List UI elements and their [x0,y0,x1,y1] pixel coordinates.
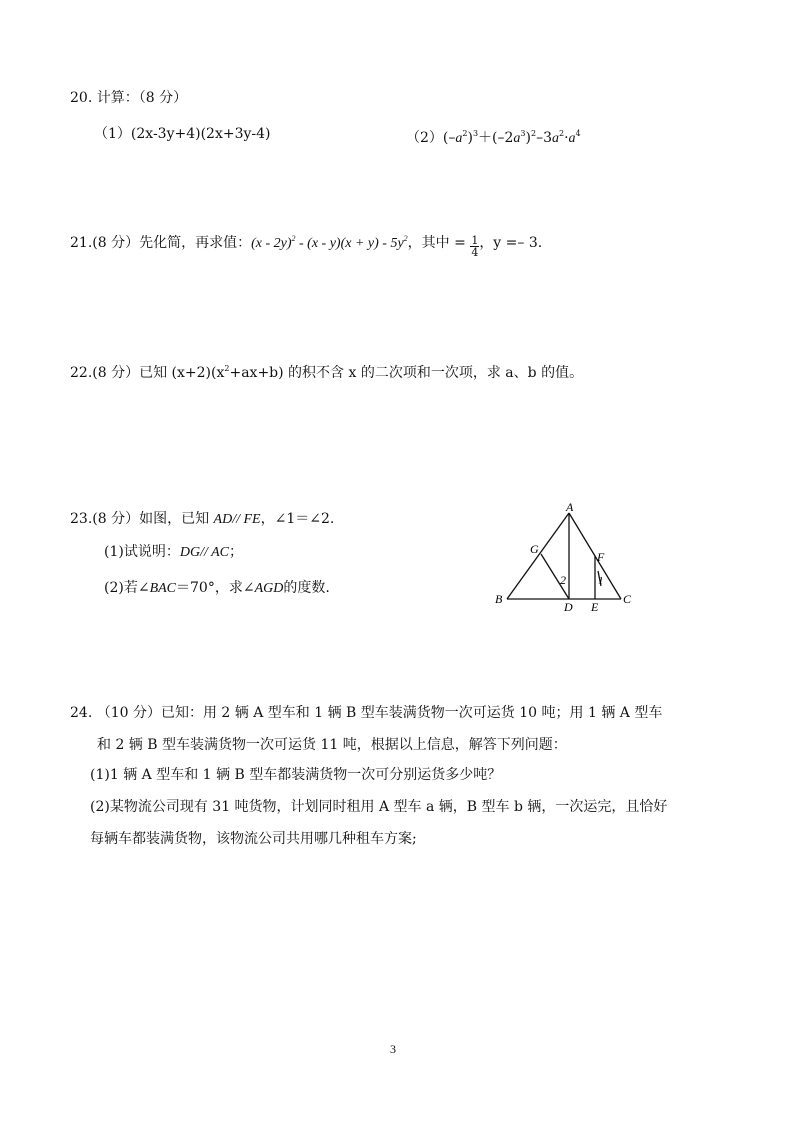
q23-s1-it: DG// AC [179,545,229,560]
q21-cond-post: ，y =– 3. [479,235,543,251]
q23-s1-post: ； [228,544,243,560]
label-C: C [623,592,632,606]
label-angle-2: 2 [560,573,566,587]
q22-lead: 22.(8 分）已知 [70,365,172,381]
q21-lead: 21.(8 分）先化简，再求值： [70,235,252,251]
q23-sep: ，∠1＝∠2. [260,511,335,527]
label-B: B [495,592,503,606]
q22-tail: 的积不含 x 的二次项和一次项，求 a、b 的值。 [283,365,584,381]
q21-line [70,229,542,258]
label-E: E [591,600,599,614]
q20-part2 [406,124,581,149]
q21-frac-den: 4 [471,246,479,259]
q20-part2-expr: $(-a^2)^3+(-2a^3)^2-3a^2\cdot a^4$ [442,129,581,146]
q23-s2-it2: AGD [254,581,284,596]
q23-s1-pre: (1)试说明： [104,544,180,560]
q21-frac-num: 1 [471,234,479,247]
label-angle-1: 1 [598,575,604,587]
q24-line2: 和 2 辆 B 型车装满货物一次可运货 11 吨，根据以上信息，解答下列问题： [97,737,567,753]
q23-lead: 23.(8 分）如图，已知 [70,511,214,527]
q23-subq2 [104,578,330,599]
q23-s2-post: 的度数. [283,580,330,596]
q23-line1 [70,509,334,530]
q24-subq2-cont: 每辆车都装满货物，该物流公司共用哪几种租车方案; [90,831,417,847]
q24-subq2: (2)某物流公司现有 31 吨货物，计划同时租用 A 型车 a 辆，B 型车 b 辆，一次运完，且恰好 [90,799,668,815]
label-A: A [566,500,574,514]
label-F: F [597,550,605,564]
q20-part1-expr: (2x-3y+4)(2x+3y-4) [130,126,271,142]
q20-part1-label: （1） [94,126,131,142]
q24-line1: 24. （10 分）已知：用 2 辆 A 型车和 1 辆 B 型车装满货物一次可运货 10 吨；用 1 辆 A 型车 [70,705,663,721]
label-G: G [530,542,539,556]
q23-s2-pre: (2)若∠ [104,580,150,596]
q23-s2-it: BAC [149,581,177,596]
q21-equals: = [454,235,471,251]
page-number: 3 [390,1042,396,1056]
q24-subq1: (1)1 辆 A 型车和 1 辆 B 型车都装满货物一次可分别运货多少吨？ [90,767,502,783]
q22-expr-a: (x+2)(x [171,365,225,381]
q23-s2-mid: ＝70°，求∠ [176,580,255,596]
q21-cond-pre: ，其中 [407,235,455,251]
q20-part1 [94,124,271,144]
q20-part2-label: （2） [406,130,443,146]
q20-title: 20. 计算：（8 分） [70,90,188,106]
q22-exponent: 2 [224,364,230,373]
q23-subq1 [104,542,243,563]
q21-fraction [470,235,479,258]
label-D: D [564,600,573,614]
q21-expression: $(x - 2y)^2 - (x - y)(x + y) - 5y^2$ [251,234,408,251]
q22-expr-b: +ax+b) [229,365,284,381]
q23-given: AD// FE [213,512,261,527]
q22-line [70,359,583,383]
q23-geometry-figure [490,500,640,615]
